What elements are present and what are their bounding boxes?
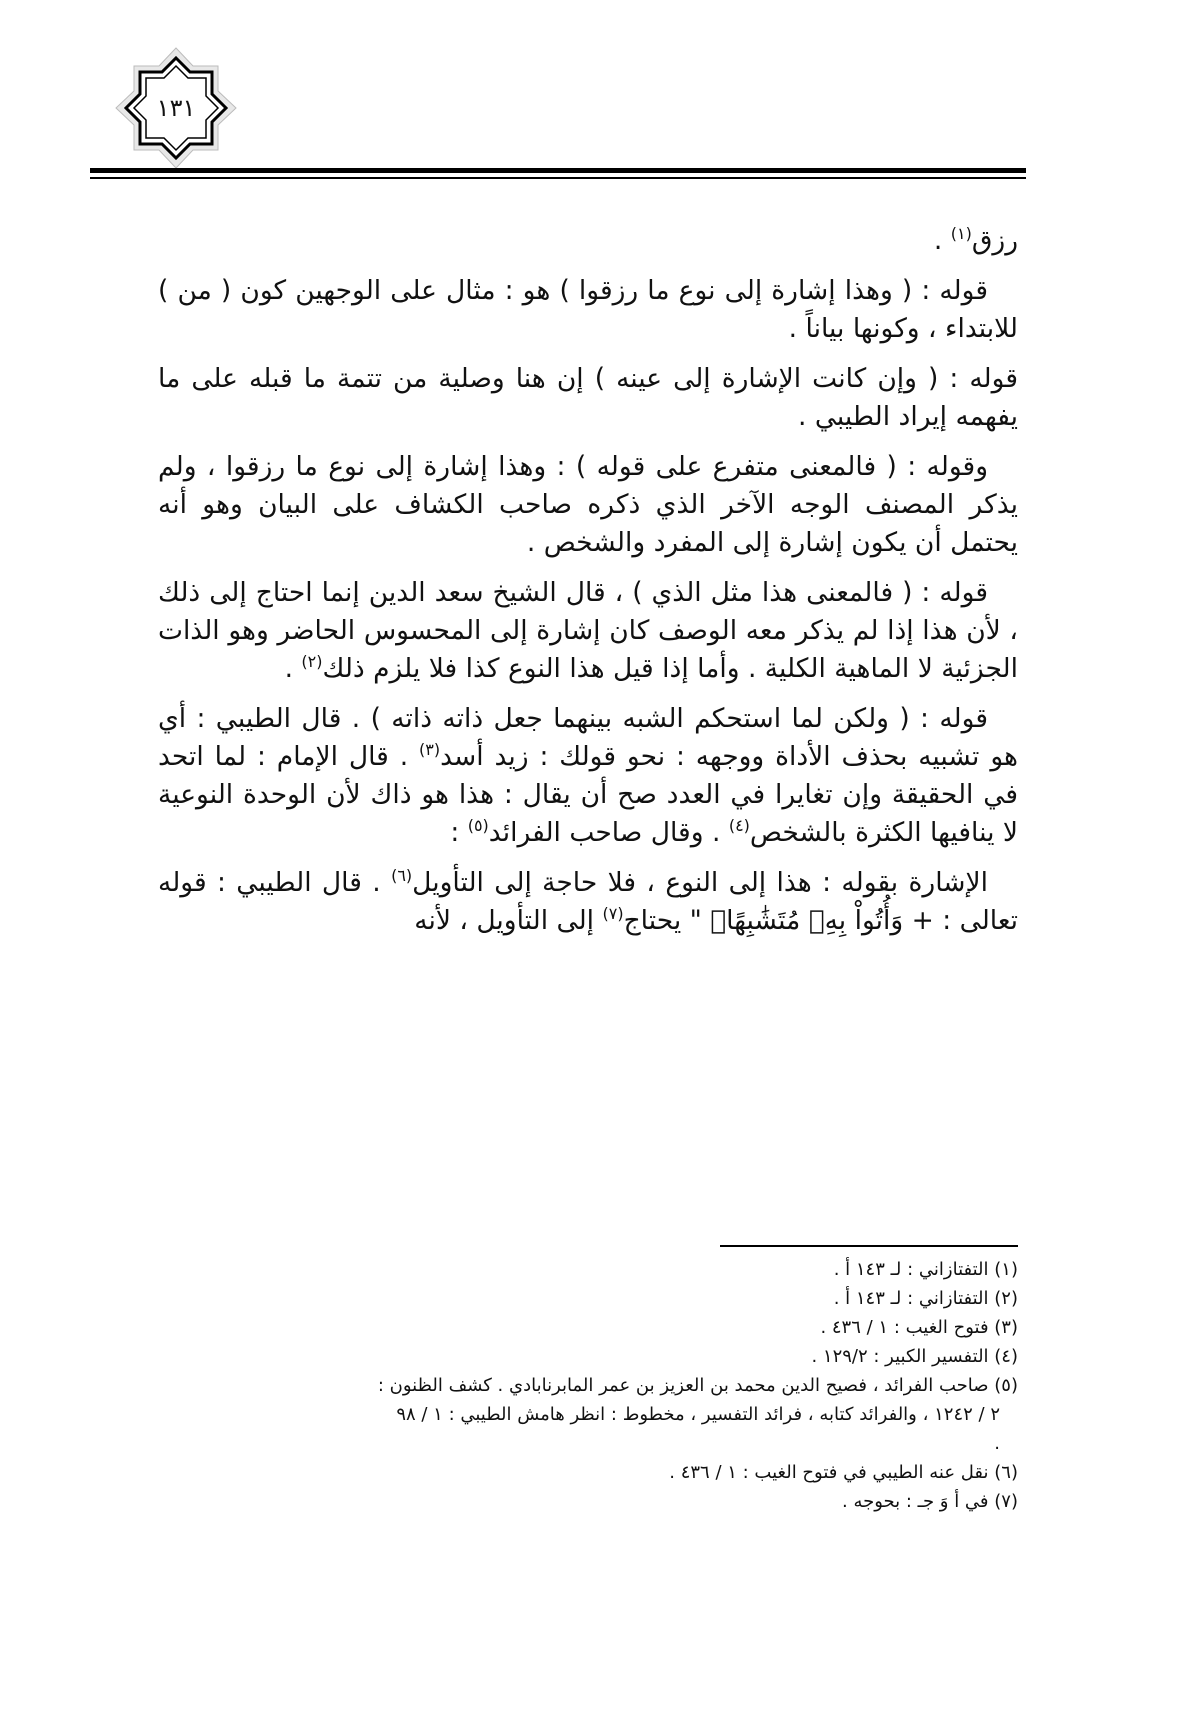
footnote-ref-6: (٦) bbox=[391, 866, 413, 886]
page-number: ١٣١ bbox=[156, 94, 196, 122]
paragraph-7: الإشارة بقوله : هذا إلى النوع ، فلا حاجة إلى التأويل$^{(٦)}$ . قال الطيبي : قوله تعالى : + وَأُتُواْ بِهِۦ مُتَشَٰبِهًاۖ " يحتاج$^{(٧)}$ إلى التأويل ، لأنه bbox=[158, 866, 1018, 936]
paragraph-4: وقوله : ( فالمعنى متفرع على قوله ) : وهذا إشارة إلى نوع ما رزقوا ، ولم يذكر المصنف الوجه الآخر الذي ذكره صاحب الكشاف على البيان وهو أنه يحتمل أن يكون إشارة إلى المفرد والشخص . bbox=[158, 451, 1018, 558]
paragraph-5: قوله : ( فالمعنى هذا مثل الذي ) ، قال الشيخ سعد الدين إنما احتاج إلى ذلك ، لأن هذا إذا لم يذكر معه الوصف كان إشارة إلى المحسوس الحاضر وهو الذات الجزئية لا الماهية الكلية . وأما إذا قيل هذا النوع كذا فلا يلزم ذلك$^{(٢)}$ . bbox=[158, 577, 1018, 684]
footnote-ref-7: (٧) bbox=[602, 904, 624, 924]
footnote-2: (٢) التفتازاني : لـ ١٤٣ أ . bbox=[833, 1288, 1018, 1309]
footnote-3: (٣) فتوح الغيب : ١ / ٤٣٦ . bbox=[820, 1317, 1018, 1338]
footnote-ref-2: (٢) bbox=[301, 652, 323, 672]
paragraph-6: قوله : ( ولكن لما استحكم الشبه بينهما جعل ذاته ذاته ) . قال الطيبي : أي هو تشبيه بحذف الأداة ووجهه : نحو قولك : زيد أسد$^{(٣)}$ . قال الإمام : لما اتحد في الحقيقة وإن تغايرا في العدد صح أن يقال : هذا هو ذاك لأن الوحدة النوعية لا ينافيها الكثرة بالشخص$^{(٤)}$ . وقال صاحب الفرائد$^{(٥)}$ : bbox=[158, 703, 1018, 848]
footnote-6: (٦) نقل عنه الطيبي في فتوح الغيب : ١ / ٤٣٦ . bbox=[669, 1462, 1018, 1483]
footnote-5-end: . bbox=[994, 1433, 1000, 1454]
footnotes bbox=[140, 1255, 1018, 1516]
footnote-ref-3: (٣) bbox=[419, 740, 441, 760]
page-number-ornament bbox=[112, 44, 240, 172]
footnote-1: (١) التفتازاني : لـ ١٤٣ أ . bbox=[833, 1259, 1018, 1280]
main-text bbox=[158, 222, 1018, 952]
paragraph-1: رزق$^{(١)}$ . bbox=[933, 224, 1018, 256]
paragraph-3: قوله : ( وإن كانت الإشارة إلى عينه ) إن هنا وصلية من تتمة ما قبله على ما يفهمه إيراد الطيبي . bbox=[158, 363, 1018, 432]
footnote-7: (٧) في أ وَ جـ : بحوجه . bbox=[842, 1491, 1018, 1512]
footnote-4: (٤) التفسير الكبير : ١٢٩/٢ . bbox=[811, 1346, 1018, 1367]
header-rule-thin bbox=[90, 177, 1026, 179]
footnote-separator bbox=[720, 1245, 1018, 1247]
footnote-ref-1: (١) bbox=[950, 224, 972, 244]
footnote-ref-5: (٥) bbox=[467, 816, 489, 836]
footnote-5-continued: ٢ / ١٢٤٢ ، والفرائد كتابه ، فرائد التفسير ، مخطوط : انظر هامش الطيبي : ١ / ٩٨ bbox=[396, 1404, 1000, 1425]
header-rule-thick bbox=[90, 168, 1026, 173]
footnote-ref-4: (٤) bbox=[728, 816, 750, 836]
paragraph-2: قوله : ( وهذا إشارة إلى نوع ما رزقوا ) هو : مثال على الوجهين كون ( من ) للابتداء ، وكونها بياناً . bbox=[158, 275, 1018, 344]
footnote-5: (٥) صاحب الفرائد ، فصيح الدين محمد بن العزيز بن عمر المابرنابادي . كشف الظنون : bbox=[377, 1375, 1018, 1396]
